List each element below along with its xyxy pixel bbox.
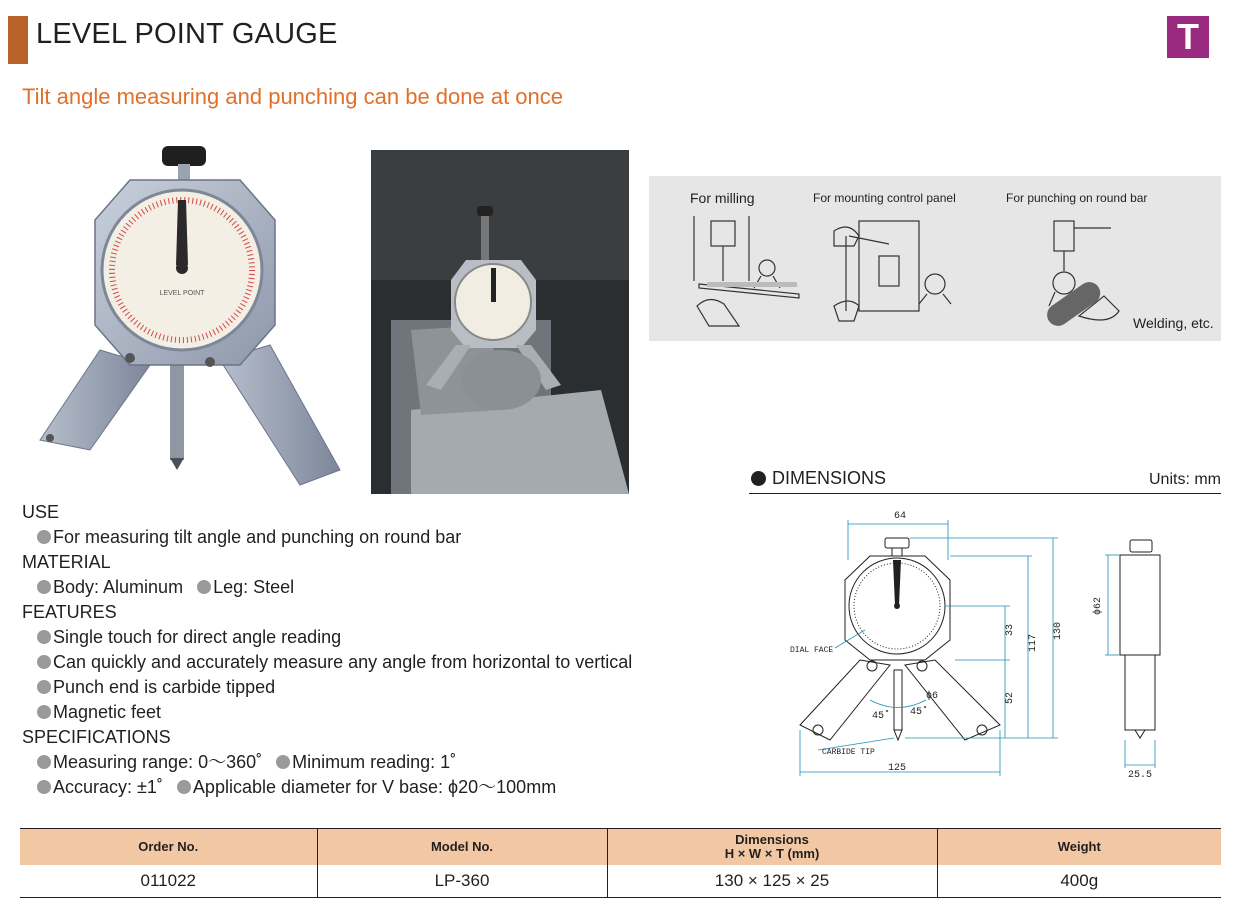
- spec-measuring-range: Measuring range: 0～360˚: [53, 752, 263, 772]
- dimensions-units: Units: mm: [1149, 471, 1221, 488]
- specifications-text: [22, 500, 722, 800]
- category-badge: T: [1167, 16, 1209, 58]
- dimension-drawing: [760, 500, 1180, 790]
- bullet-icon: [37, 580, 51, 594]
- col-dimensions-sub: H × W × T (mm): [724, 845, 820, 861]
- feature-item: [22, 675, 722, 700]
- usage-label-milling: For milling: [690, 190, 755, 206]
- dim-label-64: 64: [894, 511, 907, 522]
- col-dimensions: [607, 829, 937, 865]
- usage-illustrations-panel: [649, 176, 1221, 341]
- dimensions-title: DIMENSIONS: [772, 468, 887, 488]
- dim-label-carbide-tip: CARBIDE TIP: [822, 748, 875, 757]
- bullet-icon: [276, 755, 290, 769]
- bullet-icon: [197, 580, 211, 594]
- title-accent-bar: [8, 16, 28, 64]
- spec-row: [22, 750, 722, 775]
- col-order-no: Order No.: [20, 829, 317, 865]
- feature-text: Punch end is carbide tipped: [53, 677, 276, 697]
- specifications-heading: SPECIFICATIONS: [22, 727, 171, 747]
- dim-label-thickness: 25.5: [1128, 770, 1153, 781]
- material-leg-text: Leg: Steel: [213, 577, 295, 597]
- col-dimensions-label: Dimensions: [735, 831, 809, 847]
- bullet-icon: [37, 655, 51, 669]
- feature-item: [22, 625, 722, 650]
- table-header-row: [20, 829, 1221, 865]
- spec-accuracy: Accuracy: ±1˚: [53, 777, 163, 797]
- dim-label-125: 125: [888, 763, 907, 774]
- table-row: [20, 865, 1221, 898]
- cell-model-no: LP-360: [317, 865, 607, 898]
- usage-note-welding: Welding, etc.: [1133, 315, 1214, 331]
- product-photo: [20, 140, 350, 495]
- dim-label-130: 130: [1053, 621, 1064, 640]
- cell-order-no: 011022: [20, 865, 317, 898]
- dim-label-phi62: ϕ62: [1093, 596, 1104, 615]
- use-item-text: For measuring tilt angle and punching on round bar: [53, 527, 462, 547]
- spec-v-base-diameter: Applicable diameter for V base: ϕ20～100mm: [192, 777, 557, 797]
- spec-minimum-reading: Minimum reading: 1˚: [292, 752, 457, 772]
- page-title: LEVEL POINT GAUGE: [36, 18, 338, 50]
- bullet-icon: [751, 471, 766, 486]
- svg-text:LEVEL POINT: LEVEL POINT: [159, 290, 205, 297]
- features-heading: FEATURES: [22, 602, 117, 622]
- feature-text: Single touch for direct angle reading: [53, 627, 342, 647]
- bullet-icon: [37, 755, 51, 769]
- use-heading: USE: [22, 502, 60, 522]
- usage-illustration-drawings: [649, 176, 1221, 341]
- application-photo: [371, 150, 629, 494]
- dim-label-52: 52: [1005, 691, 1016, 704]
- page-subtitle: Tilt angle measuring and punching can be done at once: [22, 84, 564, 109]
- cell-dimensions: 130 × 125 × 25: [607, 865, 937, 898]
- bullet-icon: [37, 530, 51, 544]
- feature-item: [22, 650, 722, 675]
- bullet-icon: [37, 630, 51, 644]
- dim-label-angle-left: 45˚: [872, 711, 891, 722]
- feature-item: [22, 700, 722, 725]
- dim-label-33: 33: [1005, 623, 1016, 636]
- product-table: [20, 828, 1221, 898]
- bullet-icon: [37, 780, 51, 794]
- col-weight: Weight: [937, 829, 1221, 865]
- use-item: [22, 525, 722, 550]
- material-items: [22, 575, 722, 600]
- dim-label-angle-right: 45˚: [910, 707, 929, 718]
- bullet-icon: [37, 705, 51, 719]
- material-heading: MATERIAL: [22, 552, 111, 572]
- usage-label-round-bar: For punching on round bar: [1006, 191, 1148, 205]
- dim-label-phi6: ϕ6: [926, 691, 939, 702]
- material-body-text: Body: Aluminum: [53, 577, 184, 597]
- dim-label-dial-face: DIAL FACE: [790, 646, 834, 655]
- bullet-icon: [177, 780, 191, 794]
- dim-label-117: 117: [1028, 633, 1039, 652]
- usage-label-control-panel: For mounting control panel: [813, 191, 956, 205]
- cell-weight: 400g: [937, 865, 1221, 898]
- feature-text: Can quickly and accurately measure any angle from horizontal to vertical: [53, 652, 633, 672]
- spec-row: [22, 775, 722, 800]
- dimensions-header: [749, 466, 1221, 494]
- feature-text: Magnetic feet: [53, 702, 162, 722]
- col-model-no: Model No.: [317, 829, 607, 865]
- bullet-icon: [37, 680, 51, 694]
